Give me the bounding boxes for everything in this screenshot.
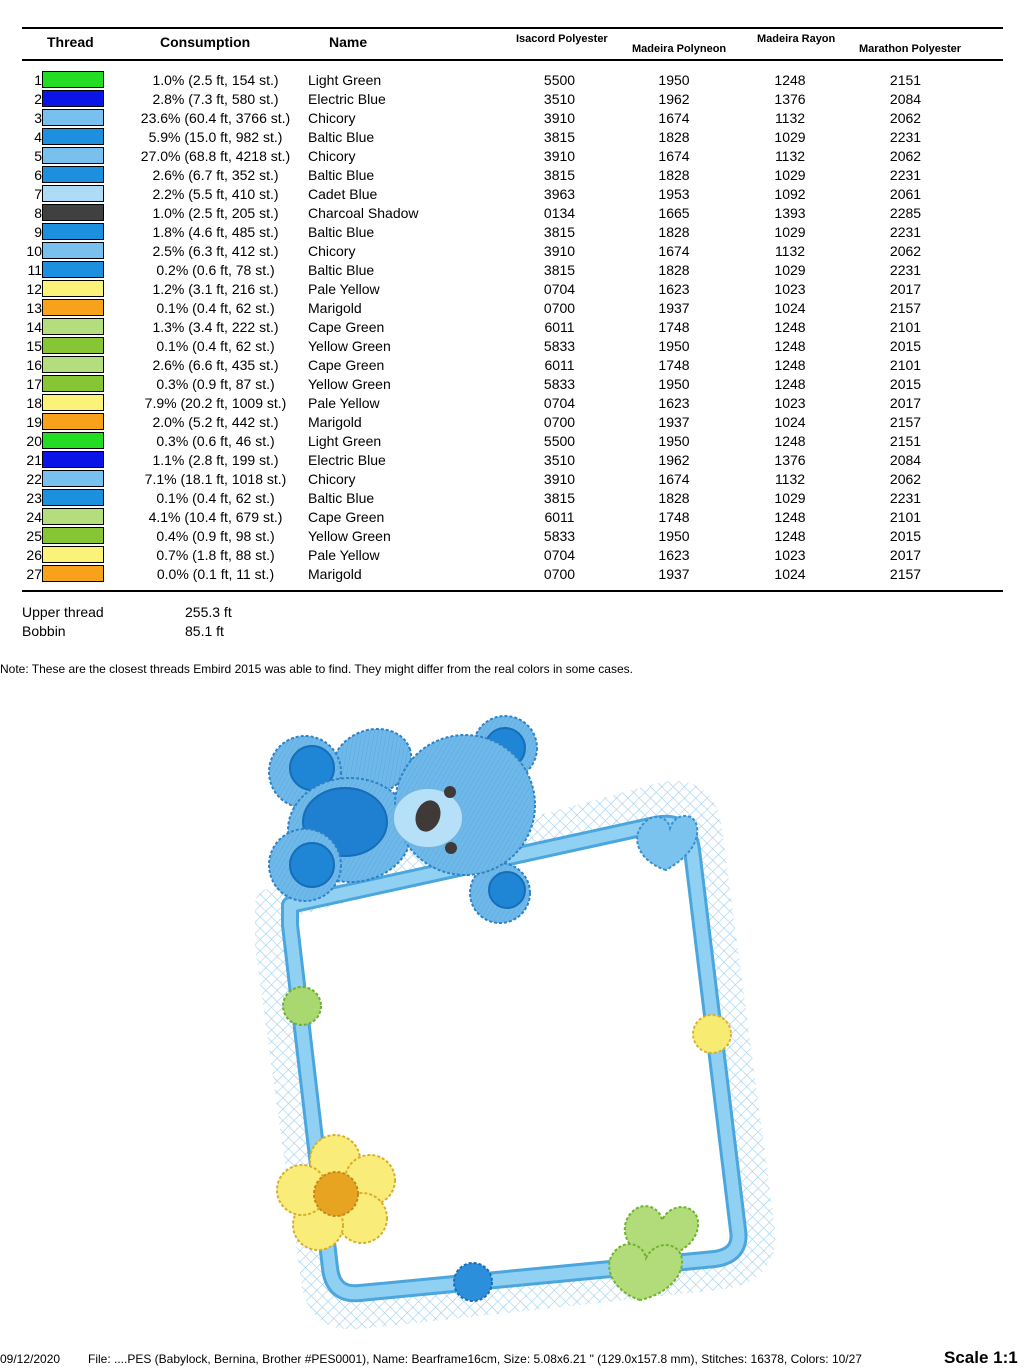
marathon-code: 2231 bbox=[889, 128, 922, 145]
consumption-value: 2.6% (6.7 ft, 352 st.) bbox=[152, 166, 279, 183]
bobbin-value: 85.1 ft bbox=[185, 623, 224, 639]
thread-name: Baltic Blue bbox=[308, 489, 375, 506]
table-row bbox=[22, 89, 963, 108]
thread-name: Baltic Blue bbox=[308, 261, 375, 278]
table-row bbox=[22, 450, 963, 469]
isacord-code: 6011 bbox=[544, 356, 575, 373]
madeira-rayon-code: 1132 bbox=[774, 242, 806, 259]
color-swatch bbox=[42, 526, 123, 545]
color-swatch bbox=[42, 89, 123, 108]
madeira-rayon-code: 1029 bbox=[774, 489, 806, 506]
table-row bbox=[22, 203, 963, 222]
consumption-value: 2.2% (5.5 ft, 410 st.) bbox=[152, 185, 279, 202]
table-row bbox=[22, 488, 963, 507]
isacord-code: 5833 bbox=[543, 527, 576, 544]
isacord-code: 0704 bbox=[543, 546, 576, 563]
color-swatch bbox=[42, 507, 123, 526]
thread-number: 21 bbox=[26, 451, 42, 468]
swatch-box bbox=[42, 166, 104, 183]
isacord-code: 3815 bbox=[543, 261, 576, 278]
marathon-code: 2231 bbox=[889, 489, 922, 506]
thread-number: 16 bbox=[26, 356, 42, 373]
thread-number: 12 bbox=[26, 280, 42, 297]
header-isacord: Isacord Polyester bbox=[516, 33, 608, 45]
thread-note: Note: These are the closest threads Embird 2015 was able to find. They might differ from the real colors in some cases. bbox=[0, 662, 633, 676]
teddy-bear bbox=[269, 716, 537, 923]
marathon-code: 2062 bbox=[889, 147, 922, 164]
thread-number: 5 bbox=[34, 147, 42, 164]
thread-name: Pale Yellow bbox=[308, 546, 380, 563]
color-swatch bbox=[42, 146, 123, 165]
consumption-value: 0.3% (0.6 ft, 46 st.) bbox=[156, 432, 275, 449]
color-swatch bbox=[42, 469, 123, 488]
color-swatch bbox=[42, 298, 123, 317]
table-row bbox=[22, 393, 963, 412]
madeira-polyneon-code: 1828 bbox=[658, 223, 690, 240]
table-row bbox=[22, 317, 963, 336]
thread-number: 14 bbox=[26, 318, 42, 335]
thread-name: Cadet Blue bbox=[308, 185, 378, 202]
isacord-code: 3815 bbox=[543, 489, 576, 506]
swatch-box bbox=[42, 71, 104, 88]
swatch-box bbox=[42, 394, 104, 411]
thread-number: 22 bbox=[26, 470, 42, 487]
swatch-box bbox=[42, 565, 104, 582]
color-swatch bbox=[42, 241, 123, 260]
madeira-rayon-code: 1376 bbox=[774, 90, 806, 107]
thread-name: Yellow Green bbox=[308, 527, 391, 544]
madeira-polyneon-code: 1674 bbox=[658, 109, 690, 126]
consumption-value: 2.0% (5.2 ft, 442 st.) bbox=[152, 413, 279, 430]
swatch-box bbox=[42, 451, 104, 468]
consumption-value: 27.0% (68.8 ft, 4218 st.) bbox=[140, 147, 291, 164]
madeira-polyneon-code: 1748 bbox=[658, 508, 690, 525]
thread-name: Baltic Blue bbox=[308, 223, 375, 240]
consumption-value: 0.1% (0.4 ft, 62 st.) bbox=[156, 299, 275, 316]
swatch-box bbox=[42, 356, 104, 373]
madeira-polyneon-code: 1623 bbox=[658, 280, 690, 297]
marathon-code: 2017 bbox=[889, 394, 922, 411]
header-marathon: Marathon Polyester bbox=[859, 43, 962, 55]
madeira-polyneon-code: 1953 bbox=[658, 185, 690, 202]
thread-number: 8 bbox=[34, 204, 42, 221]
swatch-box bbox=[42, 470, 104, 487]
marathon-code: 2084 bbox=[889, 90, 922, 107]
madeira-polyneon-code: 1828 bbox=[658, 261, 690, 278]
madeira-polyneon-code: 1937 bbox=[658, 299, 690, 316]
footer-scale: Scale 1:1 bbox=[944, 1348, 1018, 1367]
madeira-polyneon-code: 1623 bbox=[658, 546, 690, 563]
header-consumption: Consumption bbox=[160, 34, 251, 50]
madeira-polyneon-code: 1828 bbox=[658, 166, 690, 183]
color-swatch bbox=[42, 127, 123, 146]
madeira-rayon-code: 1393 bbox=[774, 204, 806, 221]
isacord-code: 3910 bbox=[543, 242, 576, 259]
isacord-code: 5500 bbox=[543, 71, 576, 88]
table-row bbox=[22, 355, 963, 374]
isacord-code: 3963 bbox=[543, 185, 576, 202]
table-row bbox=[22, 127, 963, 146]
thread-number: 7 bbox=[34, 185, 42, 202]
bobbin-label: Bobbin bbox=[22, 623, 66, 639]
table-row bbox=[22, 507, 963, 526]
upper-thread-label: Upper thread bbox=[22, 604, 104, 620]
isacord-code: 3510 bbox=[543, 451, 576, 468]
swatch-box bbox=[42, 527, 104, 544]
thread-name: Marigold bbox=[308, 413, 362, 430]
madeira-polyneon-code: 1950 bbox=[658, 527, 690, 544]
isacord-code: 5833 bbox=[543, 337, 576, 354]
madeira-polyneon-code: 1950 bbox=[658, 432, 690, 449]
swatch-box bbox=[42, 90, 104, 107]
swatch-box bbox=[42, 508, 104, 525]
header-madeira-rayon: Madeira Rayon bbox=[757, 33, 836, 45]
thread-number: 13 bbox=[26, 299, 42, 316]
thread-name: Light Green bbox=[308, 432, 382, 449]
marathon-code: 2157 bbox=[889, 413, 922, 430]
thread-name: Light Green bbox=[308, 71, 382, 88]
thread-name: Pale Yellow bbox=[308, 394, 380, 411]
marathon-code: 2285 bbox=[889, 204, 922, 221]
header-top-rule bbox=[22, 27, 1003, 29]
madeira-polyneon-code: 1950 bbox=[658, 375, 690, 392]
isacord-code: 5833 bbox=[543, 375, 576, 392]
isacord-code: 3510 bbox=[543, 90, 576, 107]
thread-number: 6 bbox=[34, 166, 42, 183]
marathon-code: 2015 bbox=[889, 375, 922, 392]
swatch-box bbox=[42, 185, 104, 202]
header-thread: Thread bbox=[47, 34, 94, 50]
madeira-rayon-code: 1092 bbox=[774, 185, 806, 202]
consumption-value: 7.1% (18.1 ft, 1018 st.) bbox=[144, 470, 287, 487]
footer-date: 09/12/2020 bbox=[0, 1352, 61, 1366]
thread-name: Marigold bbox=[308, 565, 362, 582]
thread-name: Cape Green bbox=[308, 356, 385, 373]
madeira-rayon-code: 1024 bbox=[774, 565, 806, 582]
madeira-polyneon-code: 1937 bbox=[658, 413, 690, 430]
madeira-rayon-code: 1029 bbox=[774, 166, 806, 183]
marathon-code: 2062 bbox=[889, 109, 922, 126]
madeira-rayon-code: 1376 bbox=[774, 451, 806, 468]
consumption-value: 0.3% (0.9 ft, 87 st.) bbox=[156, 375, 275, 392]
color-swatch bbox=[42, 165, 123, 184]
madeira-rayon-code: 1029 bbox=[774, 223, 806, 240]
isacord-code: 3910 bbox=[543, 470, 576, 487]
table-row bbox=[22, 545, 963, 564]
swatch-box bbox=[42, 299, 104, 316]
thread-number: 23 bbox=[26, 489, 42, 506]
madeira-polyneon-code: 1950 bbox=[658, 71, 690, 88]
dot-yellow-right bbox=[693, 1015, 731, 1053]
consumption-value: 4.1% (10.4 ft, 679 st.) bbox=[148, 508, 283, 525]
consumption-value: 1.1% (2.8 ft, 199 st.) bbox=[152, 451, 279, 468]
isacord-code: 5500 bbox=[543, 432, 576, 449]
color-swatch bbox=[42, 203, 123, 222]
thread-name: Cape Green bbox=[308, 318, 385, 335]
table-row bbox=[22, 70, 963, 89]
consumption-value: 2.5% (6.3 ft, 412 st.) bbox=[152, 242, 279, 259]
color-swatch bbox=[42, 488, 123, 507]
color-swatch bbox=[42, 450, 123, 469]
consumption-value: 0.7% (1.8 ft, 88 st.) bbox=[156, 546, 275, 563]
madeira-rayon-code: 1132 bbox=[774, 147, 806, 164]
madeira-rayon-code: 1024 bbox=[774, 299, 806, 316]
color-swatch bbox=[42, 431, 123, 450]
marathon-code: 2017 bbox=[889, 546, 922, 563]
marathon-code: 2015 bbox=[889, 527, 922, 544]
madeira-rayon-code: 1132 bbox=[774, 109, 806, 126]
madeira-polyneon-code: 1962 bbox=[658, 451, 690, 468]
thread-number: 17 bbox=[26, 375, 42, 392]
consumption-value: 7.9% (20.2 ft, 1009 st.) bbox=[144, 394, 287, 411]
madeira-polyneon-code: 1674 bbox=[658, 242, 690, 259]
table-row bbox=[22, 412, 963, 431]
color-swatch bbox=[42, 184, 123, 203]
consumption-value: 0.4% (0.9 ft, 98 st.) bbox=[156, 527, 275, 544]
color-swatch bbox=[42, 545, 123, 564]
thread-number: 9 bbox=[34, 223, 42, 240]
thread-number: 26 bbox=[26, 546, 42, 563]
isacord-code: 0134 bbox=[543, 204, 576, 221]
isacord-code: 3815 bbox=[543, 128, 576, 145]
marathon-code: 2101 bbox=[889, 508, 922, 525]
madeira-rayon-code: 1248 bbox=[774, 527, 806, 544]
thread-name: Marigold bbox=[308, 299, 362, 316]
swatch-box bbox=[42, 242, 104, 259]
thread-name: Chicory bbox=[308, 470, 356, 487]
marathon-code: 2151 bbox=[889, 432, 922, 449]
swatch-box bbox=[42, 261, 104, 278]
table-row bbox=[22, 564, 963, 583]
thread-table-body bbox=[22, 70, 963, 583]
madeira-rayon-code: 1248 bbox=[774, 356, 806, 373]
thread-name: Baltic Blue bbox=[308, 166, 375, 183]
consumption-value: 1.8% (4.6 ft, 485 st.) bbox=[152, 223, 279, 240]
swatch-box bbox=[42, 318, 104, 335]
isacord-code: 6011 bbox=[544, 318, 575, 335]
consumption-value: 0.1% (0.4 ft, 62 st.) bbox=[156, 489, 275, 506]
consumption-value: 1.2% (3.1 ft, 216 st.) bbox=[152, 280, 279, 297]
madeira-polyneon-code: 1748 bbox=[658, 318, 690, 335]
table-row bbox=[22, 431, 963, 450]
madeira-rayon-code: 1248 bbox=[774, 508, 806, 525]
madeira-rayon-code: 1023 bbox=[774, 280, 806, 297]
marathon-code: 2017 bbox=[889, 280, 922, 297]
table-row bbox=[22, 165, 963, 184]
footer-file-info: File: ....PES (Babylock, Bernina, Brother #PES0001), Name: Bearframe16cm, Size: 5.08x6.21 " (129.0x157.8 mm), Stitches: 16378, Colors: 10/27 bbox=[88, 1352, 862, 1366]
madeira-rayon-code: 1029 bbox=[774, 128, 806, 145]
consumption-value: 0.2% (0.6 ft, 78 st.) bbox=[156, 261, 275, 278]
table-row bbox=[22, 279, 963, 298]
madeira-polyneon-code: 1962 bbox=[658, 90, 690, 107]
thread-number: 18 bbox=[26, 394, 42, 411]
thread-name: Cape Green bbox=[308, 508, 385, 525]
dot-blue-bottom bbox=[454, 1263, 492, 1301]
table-bottom-rule bbox=[22, 590, 1003, 592]
consumption-value: 1.3% (3.4 ft, 222 st.) bbox=[152, 318, 279, 335]
table-row bbox=[22, 222, 963, 241]
swatch-box bbox=[42, 546, 104, 563]
consumption-value: 2.6% (6.6 ft, 435 st.) bbox=[152, 356, 279, 373]
madeira-polyneon-code: 1623 bbox=[658, 394, 690, 411]
thread-name: Chicory bbox=[308, 109, 356, 126]
thread-number: 4 bbox=[34, 128, 42, 145]
color-swatch bbox=[42, 108, 123, 127]
color-swatch bbox=[42, 317, 123, 336]
swatch-box bbox=[42, 489, 104, 506]
thread-name: Yellow Green bbox=[308, 337, 391, 354]
color-swatch bbox=[42, 279, 123, 298]
table-row bbox=[22, 469, 963, 488]
header-bottom-rule bbox=[22, 59, 1003, 61]
marathon-code: 2231 bbox=[889, 223, 922, 240]
table-row bbox=[22, 260, 963, 279]
marathon-code: 2061 bbox=[889, 185, 922, 202]
isacord-code: 3815 bbox=[543, 166, 576, 183]
thread-number: 1 bbox=[34, 71, 42, 88]
table-row bbox=[22, 146, 963, 165]
thread-name: Yellow Green bbox=[308, 375, 391, 392]
marathon-code: 2015 bbox=[889, 337, 922, 354]
consumption-value: 23.6% (60.4 ft, 3766 st.) bbox=[140, 109, 291, 126]
marathon-code: 2157 bbox=[889, 565, 922, 582]
thread-name: Chicory bbox=[308, 242, 356, 259]
madeira-polyneon-code: 1748 bbox=[658, 356, 690, 373]
color-swatch bbox=[42, 374, 123, 393]
madeira-rayon-code: 1248 bbox=[774, 375, 806, 392]
swatch-box bbox=[42, 337, 104, 354]
consumption-value: 2.8% (7.3 ft, 580 st.) bbox=[152, 90, 279, 107]
thread-number: 24 bbox=[26, 508, 42, 525]
table-row bbox=[22, 184, 963, 203]
swatch-box bbox=[42, 413, 104, 430]
isacord-code: 0700 bbox=[543, 565, 576, 582]
madeira-rayon-code: 1023 bbox=[774, 394, 806, 411]
consumption-value: 5.9% (15.0 ft, 982 st.) bbox=[148, 128, 283, 145]
embroidery-design-preview bbox=[0, 700, 1024, 1340]
table-row bbox=[22, 298, 963, 317]
swatch-box bbox=[42, 223, 104, 240]
madeira-rayon-code: 1029 bbox=[774, 261, 806, 278]
isacord-code: 6011 bbox=[544, 508, 575, 525]
madeira-rayon-code: 1248 bbox=[774, 318, 806, 335]
thread-number: 10 bbox=[26, 242, 42, 259]
marathon-code: 2101 bbox=[889, 318, 922, 335]
swatch-box bbox=[42, 128, 104, 145]
dot-green-left bbox=[283, 987, 321, 1025]
thread-number: 20 bbox=[26, 432, 42, 449]
madeira-rayon-code: 1132 bbox=[774, 470, 806, 487]
thread-name: Electric Blue bbox=[308, 90, 386, 107]
madeira-rayon-code: 1248 bbox=[774, 71, 806, 88]
isacord-code: 3910 bbox=[543, 147, 576, 164]
table-row bbox=[22, 241, 963, 260]
consumption-value: 0.1% (0.4 ft, 62 st.) bbox=[156, 337, 275, 354]
madeira-rayon-code: 1024 bbox=[774, 413, 806, 430]
table-row bbox=[22, 108, 963, 127]
thread-number: 2 bbox=[34, 90, 42, 107]
table-row bbox=[22, 336, 963, 355]
thread-number: 27 bbox=[26, 565, 42, 582]
madeira-polyneon-code: 1665 bbox=[658, 204, 690, 221]
madeira-rayon-code: 1248 bbox=[774, 432, 806, 449]
marathon-code: 2062 bbox=[889, 242, 922, 259]
color-swatch bbox=[42, 564, 123, 583]
color-swatch bbox=[42, 393, 123, 412]
isacord-code: 0700 bbox=[543, 299, 576, 316]
marathon-code: 2062 bbox=[889, 470, 922, 487]
marathon-code: 2231 bbox=[889, 166, 922, 183]
isacord-code: 0700 bbox=[543, 413, 576, 430]
madeira-polyneon-code: 1828 bbox=[658, 128, 690, 145]
thread-name: Pale Yellow bbox=[308, 280, 380, 297]
madeira-polyneon-code: 1828 bbox=[658, 489, 690, 506]
isacord-code: 3815 bbox=[543, 223, 576, 240]
swatch-box bbox=[42, 432, 104, 449]
madeira-polyneon-code: 1674 bbox=[658, 470, 690, 487]
color-swatch bbox=[42, 222, 123, 241]
marathon-code: 2084 bbox=[889, 451, 922, 468]
consumption-value: 1.0% (2.5 ft, 205 st.) bbox=[152, 204, 279, 221]
thread-number: 25 bbox=[26, 527, 42, 544]
isacord-code: 0704 bbox=[543, 394, 576, 411]
table-row bbox=[22, 526, 963, 545]
marathon-code: 2101 bbox=[889, 356, 922, 373]
header-name: Name bbox=[329, 34, 368, 50]
thread-number: 11 bbox=[27, 261, 42, 278]
isacord-code: 0704 bbox=[543, 280, 576, 297]
madeira-polyneon-code: 1950 bbox=[658, 337, 690, 354]
header-madeira-polyneon: Madeira Polyneon bbox=[632, 43, 727, 55]
color-swatch bbox=[42, 355, 123, 374]
thread-name: Baltic Blue bbox=[308, 128, 375, 145]
madeira-polyneon-code: 1674 bbox=[658, 147, 690, 164]
swatch-box bbox=[42, 204, 104, 221]
madeira-rayon-code: 1023 bbox=[774, 546, 806, 563]
color-swatch bbox=[42, 412, 123, 431]
swatch-box bbox=[42, 375, 104, 392]
color-swatch bbox=[42, 260, 123, 279]
isacord-code: 3910 bbox=[543, 109, 576, 126]
thread-number: 19 bbox=[26, 413, 42, 430]
thread-name: Electric Blue bbox=[308, 451, 386, 468]
thread-number: 3 bbox=[34, 109, 42, 126]
swatch-box bbox=[42, 147, 104, 164]
color-swatch bbox=[42, 336, 123, 355]
swatch-box bbox=[42, 280, 104, 297]
consumption-value: 0.0% (0.1 ft, 11 st.) bbox=[156, 565, 275, 582]
thread-table bbox=[22, 70, 963, 583]
table-row bbox=[22, 374, 963, 393]
consumption-value: 1.0% (2.5 ft, 154 st.) bbox=[152, 71, 279, 88]
marathon-code: 2157 bbox=[889, 299, 922, 316]
madeira-rayon-code: 1248 bbox=[774, 337, 806, 354]
thread-name: Chicory bbox=[308, 147, 356, 164]
marathon-code: 2231 bbox=[889, 261, 922, 278]
thread-name: Charcoal Shadow bbox=[308, 204, 419, 221]
swatch-box bbox=[42, 109, 104, 126]
color-swatch bbox=[42, 70, 123, 89]
thread-number: 15 bbox=[26, 337, 42, 354]
madeira-polyneon-code: 1937 bbox=[658, 565, 690, 582]
marathon-code: 2151 bbox=[889, 71, 922, 88]
upper-thread-value: 255.3 ft bbox=[185, 604, 232, 620]
